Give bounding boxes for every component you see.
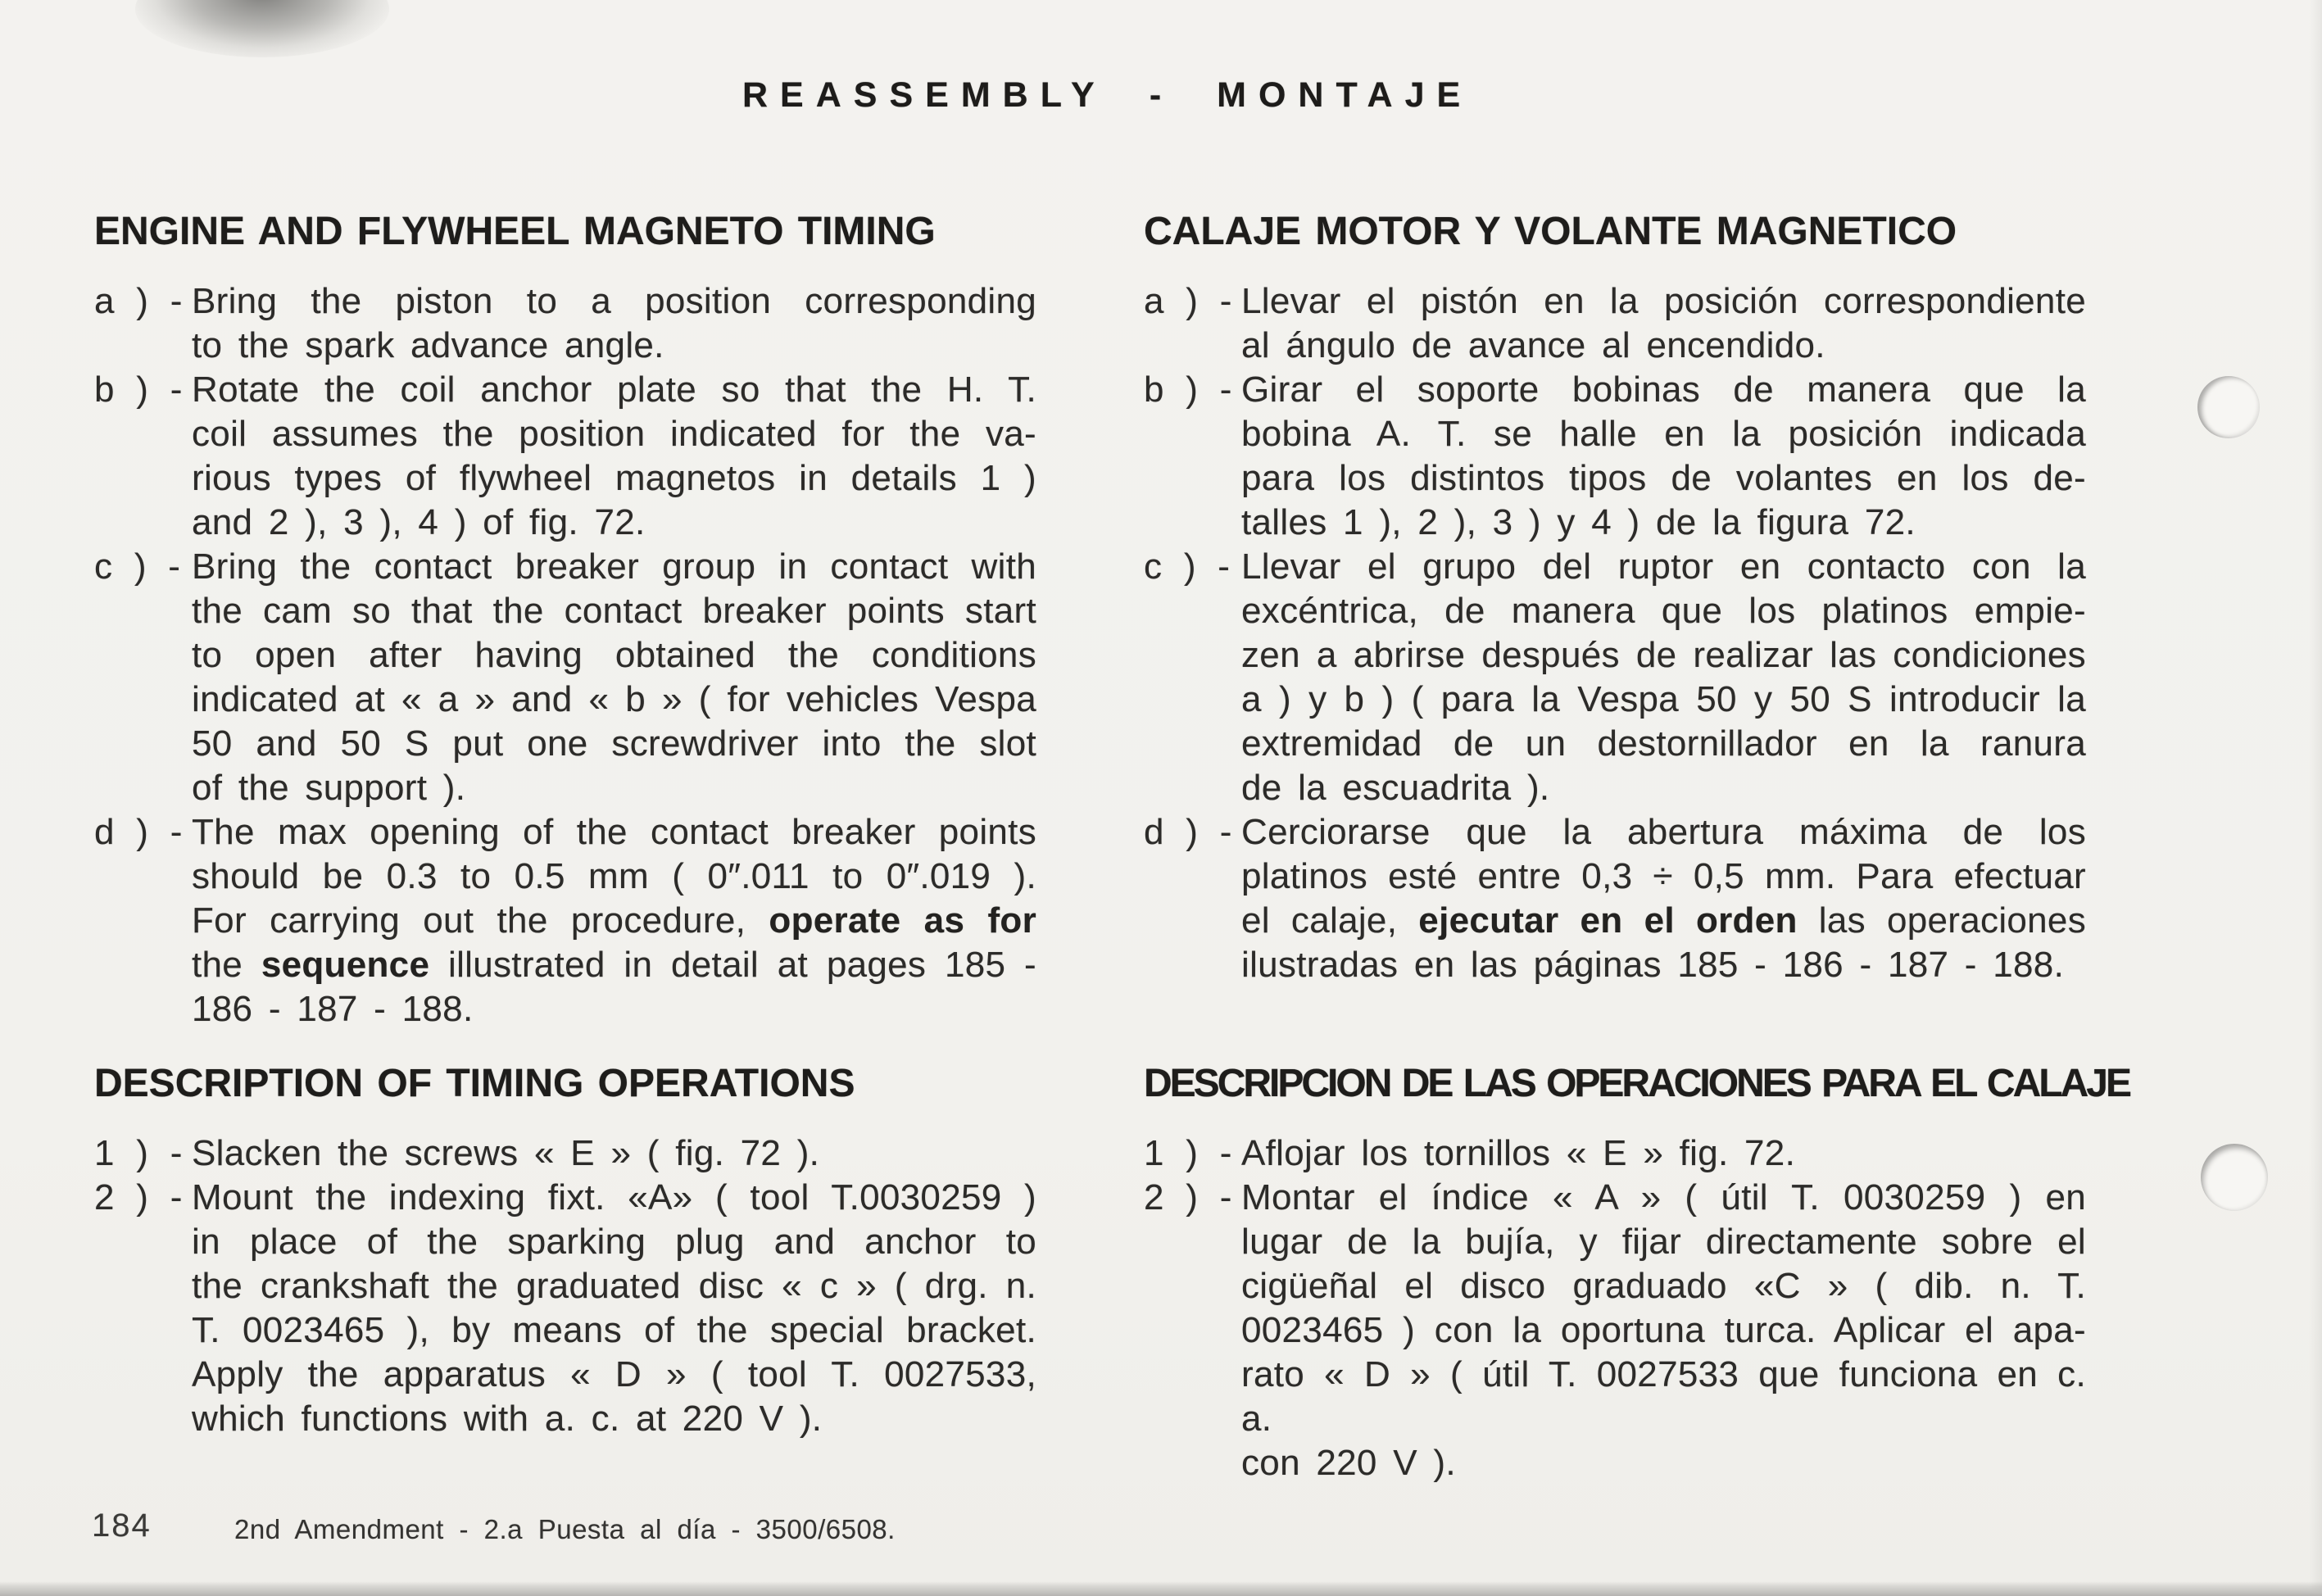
item-marker: a ) - <box>1144 281 1232 321</box>
section-spanish-1 <box>1144 210 2086 987</box>
text-segment: the crankshaft the graduated disc « c » ( drg. n. <box>192 1266 1036 1306</box>
item-marker: b ) - <box>1144 370 1232 410</box>
text-line <box>192 589 1036 633</box>
text-line <box>1241 855 2086 899</box>
text-line <box>1241 722 2086 766</box>
section-heading: DESCRIPTION OF TIMING OPERATIONS <box>94 1062 855 1105</box>
text-segment: cigüeñal el disco graduado «C » ( dib. n. T. <box>1241 1266 2086 1306</box>
text-segment: T. 0023465 ), by means of the special bracket. <box>192 1310 1036 1350</box>
text-segment: 50 and 50 S put one screwdriver into the slot <box>192 723 1036 764</box>
text-line <box>192 1397 1036 1441</box>
text-line <box>192 810 1036 855</box>
text-line <box>1241 766 2086 810</box>
text-line <box>192 501 1036 545</box>
text-segment: to open after having obtained the conditions <box>192 635 1036 675</box>
text-line <box>192 722 1036 766</box>
text-segment: Apply the apparatus « D » ( tool T. 0027533, <box>192 1354 1036 1394</box>
text-segment: the <box>192 945 261 985</box>
text-segment: las operaciones <box>1797 900 2087 941</box>
list-item-1 <box>1144 1131 2086 1176</box>
section-english-2 <box>94 1062 1036 1441</box>
scan-right-edge <box>2309 0 2322 1596</box>
text-segment: platinos esté entre 0,3 ÷ 0,5 mm. Para efectuar <box>1241 856 2086 896</box>
text-line <box>192 943 1036 987</box>
text-segment: should be 0.3 to 0.5 mm ( 0″.011 to 0″.019 ). <box>192 856 1036 896</box>
text-segment: de la escuadrita ). <box>1241 768 1550 808</box>
text-segment: rato « D » ( útil T. 0027533 que funciona en c. a. <box>1241 1354 2086 1439</box>
text-segment: extremidad de un destornillador en la ranura <box>1241 723 2086 764</box>
text-line <box>192 1264 1036 1308</box>
text-line <box>192 1131 1036 1176</box>
item-marker: 2 ) - <box>94 1177 183 1217</box>
text-segment: illustrated in detail at pages 185 - <box>429 945 1037 985</box>
item-marker: 1 ) - <box>94 1133 183 1173</box>
text-line <box>192 1220 1036 1264</box>
text-line <box>192 855 1036 899</box>
text-segment: and 2 ), 3 ), 4 ) of fig. 72. <box>192 502 646 542</box>
text-line <box>192 324 1036 368</box>
text-line <box>192 1176 1036 1220</box>
text-line <box>192 456 1036 501</box>
text-segment: con 220 V ). <box>1241 1443 1456 1483</box>
list-item-1 <box>94 1131 1036 1176</box>
text-segment: in place of the sparking plug and anchor to <box>192 1222 1036 1262</box>
item-marker: d ) - <box>94 812 183 852</box>
text-line <box>1241 589 2086 633</box>
text-line <box>192 633 1036 678</box>
text-line <box>1241 810 2086 855</box>
page-number: 184 <box>92 1508 152 1544</box>
list-item-2 <box>94 1176 1036 1441</box>
text-segment: ilustradas en las páginas 185 - 186 - 187 - 188. <box>1241 945 2065 985</box>
text-line <box>192 987 1036 1032</box>
text-line <box>192 1353 1036 1397</box>
item-marker: b ) - <box>94 370 183 410</box>
text-line <box>1241 633 2086 678</box>
text-segment: al ángulo de avance al encendido. <box>1241 325 1825 365</box>
list-item-b <box>94 368 1036 545</box>
item-marker: c ) - <box>94 546 181 587</box>
text-line <box>1241 943 2086 987</box>
text-segment: rious types of flywheel magnetos in details 1 ) <box>192 458 1036 498</box>
text-line <box>1241 456 2086 501</box>
text-line <box>192 899 1036 943</box>
text-segment: talles 1 ), 2 ), 3 ) y 4 ) de la figura 72. <box>1241 502 1916 542</box>
text-line <box>1241 1176 2086 1220</box>
text-line <box>1241 368 2086 412</box>
text-segment: to the spark advance angle. <box>192 325 664 365</box>
page-title: REASSEMBLY - MONTAJE <box>742 75 1473 115</box>
text-line <box>1241 545 2086 589</box>
text-segment: 186 - 187 - 188. <box>192 989 474 1029</box>
text-line <box>192 678 1036 722</box>
section-spanish-2 <box>1144 1062 2129 1485</box>
bold-text-segment: ejecutar en el orden <box>1418 900 1798 941</box>
section-english-1 <box>94 210 1036 1032</box>
text-line <box>192 279 1036 324</box>
list-item-d <box>1144 810 2086 987</box>
text-line <box>1241 1264 2086 1308</box>
text-line <box>1241 501 2086 545</box>
text-segment: of the support ). <box>192 768 466 808</box>
text-line <box>1241 899 2086 943</box>
item-marker: 1 ) - <box>1144 1133 1232 1173</box>
text-segment: Bring the contact breaker group in contact with <box>192 546 1036 587</box>
text-segment: Slacken the screws « E » ( fig. 72 ). <box>192 1133 820 1173</box>
text-segment: bobina A. T. se halle en la posición indicada <box>1241 414 2086 454</box>
list-item-c <box>94 545 1036 810</box>
text-line <box>1241 1220 2086 1264</box>
text-segment: excéntrica, de manera que los platinos empie- <box>1241 591 2086 631</box>
text-segment: indicated at « a » and « b » ( for vehicles Vespa <box>192 679 1036 719</box>
text-segment: Llevar el grupo del ruptor en contacto con la <box>1241 546 2086 587</box>
text-line <box>1241 678 2086 722</box>
punch-hole-bottom <box>2201 1144 2268 1211</box>
text-segment: Llevar el pistón en la posición correspondiente <box>1241 281 2086 321</box>
text-line <box>1241 1308 2086 1353</box>
text-segment: a ) y b ) ( para la Vespa 50 y 50 S introducir la <box>1241 679 2086 719</box>
text-segment: Girar el soporte bobinas de manera que la <box>1241 370 2086 410</box>
text-line <box>192 545 1036 589</box>
text-segment: the cam so that the contact breaker points start <box>192 591 1036 631</box>
text-line <box>1241 324 2086 368</box>
text-segment: lugar de la bujía, y fijar directamente sobre el <box>1241 1222 2086 1262</box>
text-line <box>192 1308 1036 1353</box>
list-item-c <box>1144 545 2086 810</box>
item-marker: d ) - <box>1144 812 1232 852</box>
list-item-a <box>94 279 1036 368</box>
section-heading: DESCRIPCION DE LAS OPERACIONES PARA EL CALAJE <box>1144 1062 2129 1105</box>
scan-smudge <box>135 0 389 57</box>
section-heading: ENGINE AND FLYWHEEL MAGNETO TIMING <box>94 210 936 253</box>
bold-text-segment: operate as for <box>769 900 1036 941</box>
text-segment: zen a abrirse después de realizar las condiciones <box>1241 635 2086 675</box>
text-line <box>192 766 1036 810</box>
text-segment: Mount the indexing fixt. «A» ( tool T.0030259 ) <box>192 1177 1036 1217</box>
list-item-2 <box>1144 1176 2086 1485</box>
text-line <box>192 368 1036 412</box>
list-item-d <box>94 810 1036 1032</box>
text-line <box>1241 279 2086 324</box>
punch-hole-top <box>2197 376 2260 438</box>
text-segment: Rotate the coil anchor plate so that the H. T. <box>192 370 1036 410</box>
text-segment: Aflojar los tornillos « E » fig. 72. <box>1241 1133 1796 1173</box>
text-line <box>1241 1441 2086 1485</box>
text-segment: which functions with a. c. at 220 V ). <box>192 1399 823 1439</box>
list-item-b <box>1144 368 2086 545</box>
text-segment: For carrying out the procedure, <box>192 900 769 941</box>
footer-note: 2nd Amendment - 2.a Puesta al día - 3500/6508. <box>234 1514 896 1544</box>
text-segment: para los distintos tipos de volantes en los de- <box>1241 458 2086 498</box>
item-marker: 2 ) - <box>1144 1177 1232 1217</box>
text-segment: coil assumes the position indicated for the va- <box>192 414 1036 454</box>
section-heading: CALAJE MOTOR Y VOLANTE MAGNETICO <box>1144 210 1957 253</box>
text-segment: Cerciorarse que la abertura máxima de los <box>1241 812 2086 852</box>
text-segment: The max opening of the contact breaker points <box>192 812 1036 852</box>
text-line <box>192 412 1036 456</box>
text-line <box>1241 1131 2086 1176</box>
item-marker: a ) - <box>94 281 183 321</box>
text-segment: 0023465 ) con la oportuna turca. Aplicar el apa- <box>1241 1310 2086 1350</box>
text-segment: el calaje, <box>1241 900 1419 941</box>
bold-text-segment: sequence <box>261 945 430 985</box>
text-segment: Bring the piston to a position corresponding <box>192 281 1036 321</box>
item-marker: c ) - <box>1144 546 1231 587</box>
text-line <box>1241 412 2086 456</box>
scan-bottom-edge <box>0 1581 2322 1596</box>
text-line <box>1241 1353 2086 1441</box>
list-item-a <box>1144 279 2086 368</box>
text-segment: Montar el índice « A » ( útil T. 0030259 ) en <box>1241 1177 2086 1217</box>
